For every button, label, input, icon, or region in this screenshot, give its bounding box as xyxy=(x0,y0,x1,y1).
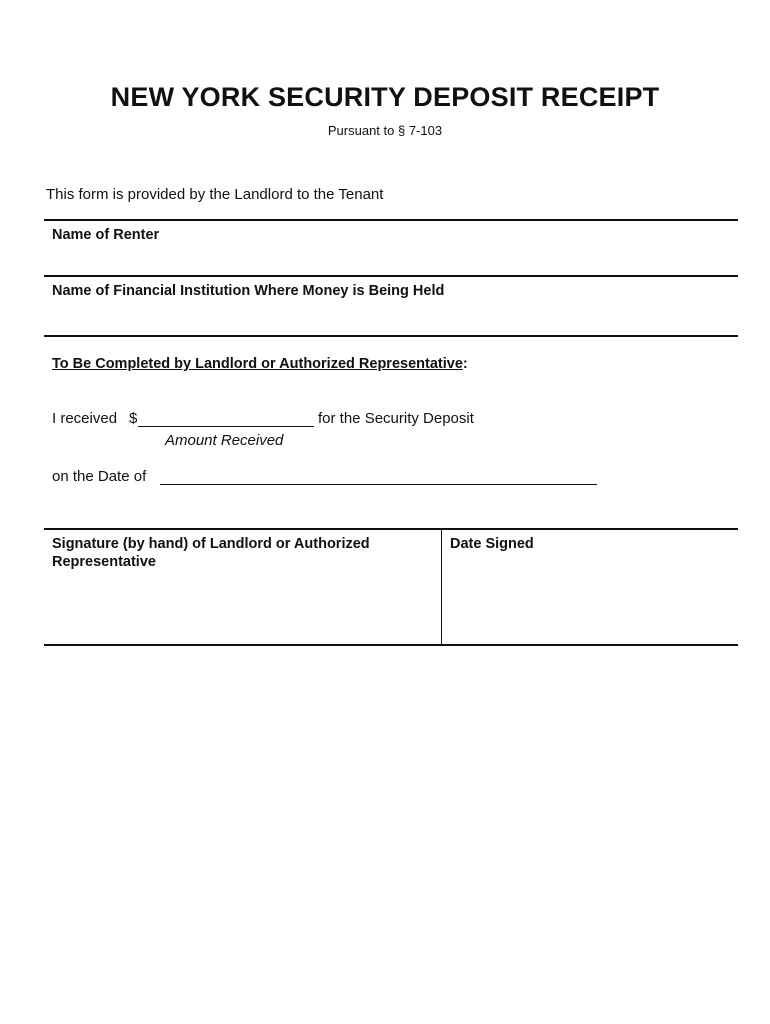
amount-received-blank[interactable] xyxy=(138,426,314,427)
section-divider xyxy=(44,275,738,277)
date-signed-label: Date Signed xyxy=(450,536,534,552)
landlord-section-heading-text: To Be Completed by Landlord or Authorized Representative xyxy=(52,356,463,372)
document-subtitle: Pursuant to § 7-103 xyxy=(327,123,443,138)
amount-received-caption: Amount Received xyxy=(165,432,284,449)
renter-name-label: Name of Renter xyxy=(52,227,160,243)
landlord-signature-label: Signature (by hand) of Landlord or Authorized Representative xyxy=(52,536,370,570)
section-divider xyxy=(44,335,738,337)
intro-text: This form is provided by the Landlord to the Tenant xyxy=(46,186,384,203)
signature-box-top-rule xyxy=(44,528,738,530)
received-prefix: I received xyxy=(52,410,118,427)
landlord-section-heading xyxy=(52,356,468,372)
section-divider xyxy=(44,219,738,221)
signature-box-divider xyxy=(441,530,442,645)
financial-institution-label: Name of Financial Institution Where Money is Being Held xyxy=(52,283,445,299)
document-title: NEW YORK SECURITY DEPOSIT RECEIPT xyxy=(110,82,660,112)
landlord-section-heading-colon: : xyxy=(462,356,468,372)
date-received-blank[interactable] xyxy=(160,484,597,485)
received-suffix: for the Security Deposit xyxy=(318,410,474,427)
currency-symbol: $ xyxy=(129,410,138,427)
signature-box-bottom-rule xyxy=(44,644,738,646)
date-prefix: on the Date of xyxy=(52,468,147,485)
